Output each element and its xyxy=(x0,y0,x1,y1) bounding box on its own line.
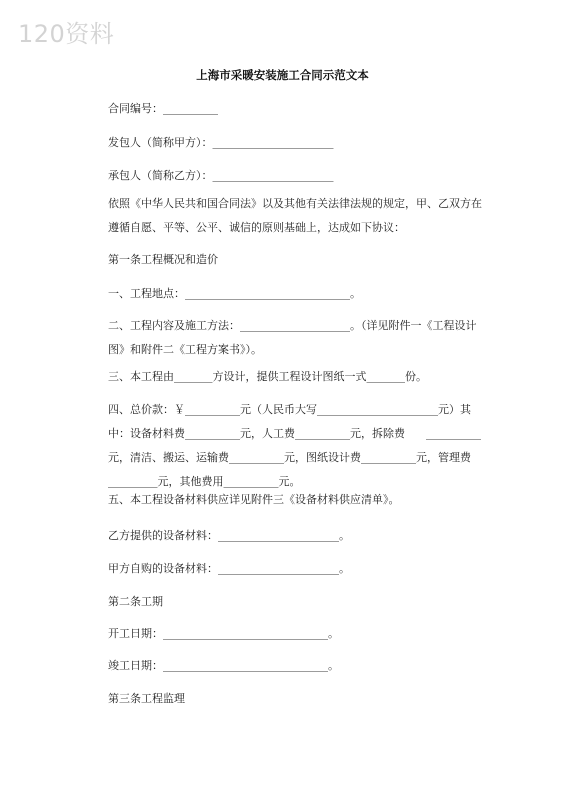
article-1-heading: 第一条工程概况和造价 xyxy=(108,253,218,266)
start-date-line: 开工日期：______________________________。 xyxy=(108,627,339,640)
party-a-line: 发包人（简称甲方）：______________________ xyxy=(108,136,334,149)
item-3-design: 三、本工程由_______方设计，提供工程设计图纸一式_______份。 xyxy=(108,370,427,383)
document-title: 上海市采暖安装施工合同示范文本 xyxy=(196,68,369,82)
article-3-heading: 第三条工程监理 xyxy=(108,692,185,705)
article-2-heading: 第二条工期 xyxy=(108,595,163,608)
party-b-line: 承包人（简称乙方）：______________________ xyxy=(108,169,334,182)
contract-number-line: 合同编号：__________ xyxy=(108,102,218,115)
item-5-materials: 五、本工程设备材料供应详见附件三《设备材料供应清单》。 xyxy=(108,493,400,506)
party-a-supply-line: 甲方自购的设备材料：______________________。 xyxy=(108,562,350,575)
end-date-line: 竣工日期：______________________________。 xyxy=(108,659,339,672)
item-4-price: 四、总价款：￥__________元（人民币大写______________________元）其中：设备材料费__________元，人工费__________元，拆除费 __________元，清洁、搬运、运输费__________元，图纸设计费__________元，管理费_________元，其他费用__________元。 xyxy=(108,403,481,488)
preamble-paragraph: 依照《中华人民共和国合同法》以及其他有关法律法规的规定，甲、乙双方在遵循自愿、平等、公平、诚信的原则基础上，达成如下协议： xyxy=(108,197,482,234)
item-2-content: 二、工程内容及施工方法：____________________。（详见附件一《工程设计图》和附件二《工程方案书》）。 xyxy=(108,319,477,356)
party-b-supply-line: 乙方提供的设备材料：______________________。 xyxy=(108,529,350,542)
watermark-logo: 120资料 xyxy=(18,20,115,48)
item-1-location: 一、工程地点：______________________________。 xyxy=(108,287,361,300)
